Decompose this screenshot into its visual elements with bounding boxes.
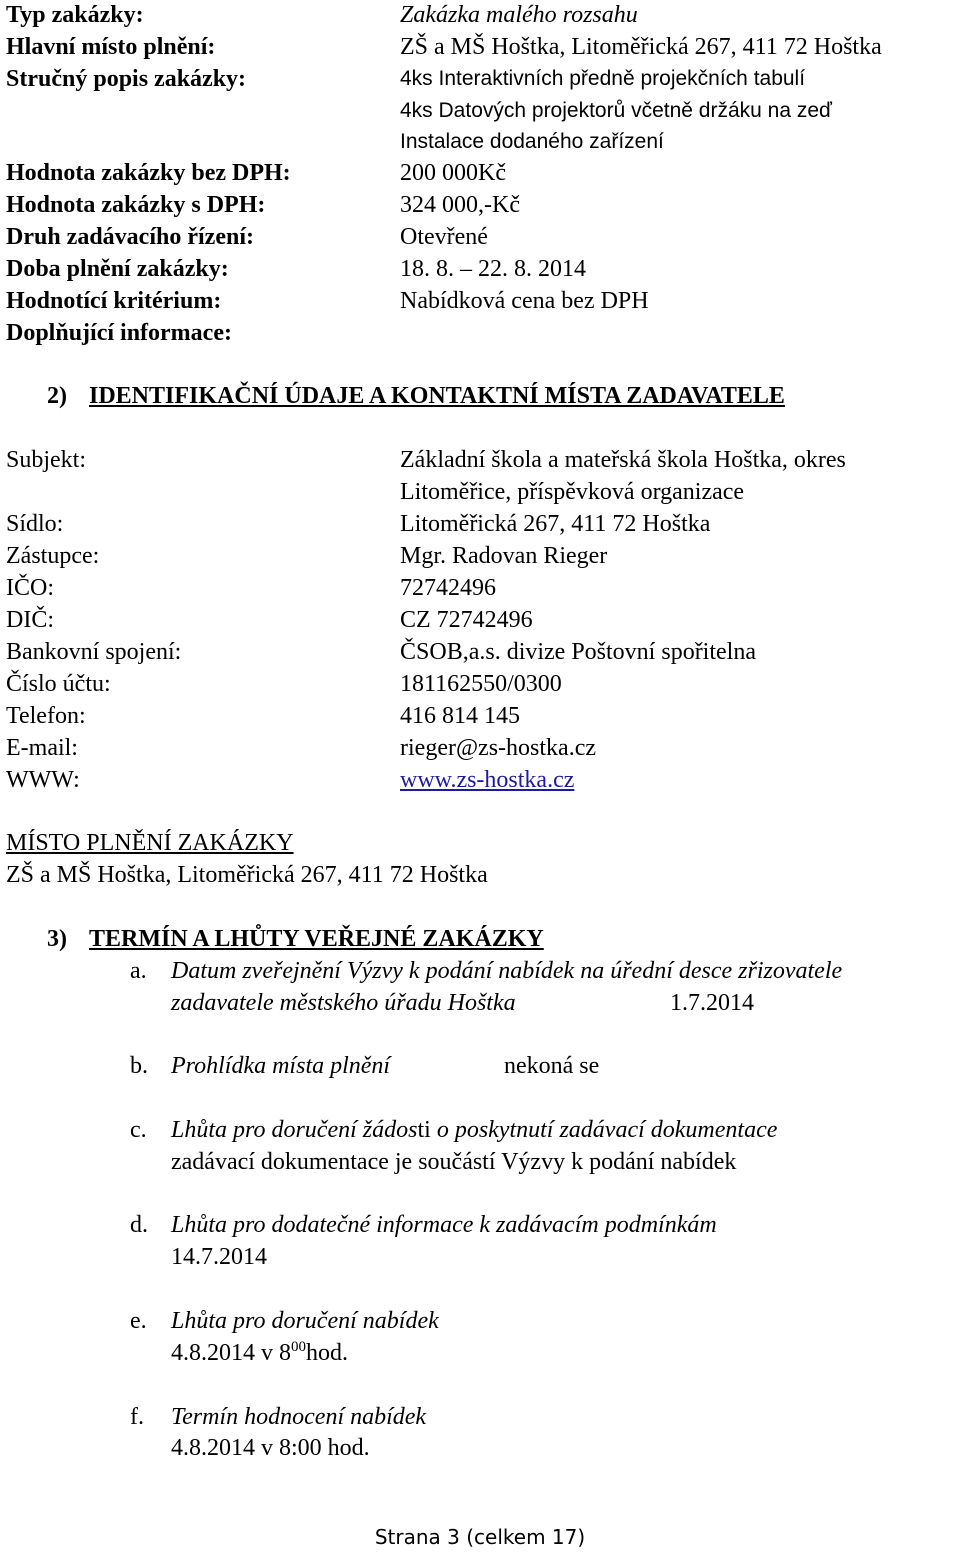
hodnota-bez-dph-value: 200 000Kč: [400, 160, 506, 186]
ico-label: IČO:: [6, 575, 54, 601]
item-c-text-part: o poskytnutí zadávací dokumentace: [430, 1117, 778, 1143]
item-e-value-part: 4.8.2014 v 8: [171, 1340, 291, 1366]
item-c-letter: c.: [130, 1117, 147, 1143]
misto-plneni-value: ZŠ a MŠ Hoštka, Litoměřická 267, 411 72 Hoštka: [6, 862, 488, 888]
telefon-value: 416 814 145: [400, 703, 520, 729]
www-link[interactable]: www.zs-hostka.cz: [400, 767, 575, 793]
item-e-letter: e.: [130, 1308, 147, 1334]
ico-value: 72742496: [400, 575, 496, 601]
item-c-line2: zadávací dokumentace je součástí Výzvy k podání nabídek: [171, 1149, 737, 1175]
doba-plneni-value: 18. 8. – 22. 8. 2014: [400, 256, 586, 282]
item-c-text: [171, 1115, 777, 1145]
zastupce-value: Mgr. Radovan Rieger: [400, 543, 608, 569]
item-e-value: [171, 1338, 348, 1368]
item-d-text: Lhůta pro dodatečné informace k zadávacím podmínkám: [171, 1212, 717, 1238]
cislo-uctu-value: 181162550/0300: [400, 671, 562, 697]
section2-number: 2): [47, 383, 67, 409]
doba-plneni-label: Doba plnění zakázky:: [6, 256, 229, 282]
item-e-text: Lhůta pro doručení nabídek: [171, 1308, 439, 1334]
item-e-value-part: hod.: [306, 1340, 348, 1366]
item-a-text: Datum zveřejnění Výzvy k podání nabídek na úřední desce zřizovatele: [171, 958, 843, 984]
item-f-letter: f.: [130, 1404, 144, 1430]
item-c-text-part: Lhůta pro doručení žádos: [171, 1117, 418, 1143]
hodnota-s-dph-label: Hodnota zakázky s DPH:: [6, 192, 266, 218]
hlavni-misto-label: Hlavní místo plnění:: [6, 34, 216, 60]
druh-rizeni-label: Druh zadávacího řízení:: [6, 224, 254, 250]
item-d-value: 14.7.2014: [171, 1244, 267, 1270]
telefon-label: Telefon:: [6, 703, 86, 729]
subjekt-label: Subjekt:: [6, 447, 87, 473]
item-f-text: Termín hodnocení nabídek: [171, 1404, 427, 1430]
subjekt-value-line: Litoměřice, příspěvková organizace: [400, 479, 745, 505]
item-b-text: Prohlídka místa plnění: [171, 1053, 391, 1079]
section2-heading: IDENTIFIKAČNÍ ÚDAJE A KONTAKTNÍ MÍSTA ZADAVATELE: [89, 383, 785, 409]
zastupce-label: Zástupce:: [6, 543, 100, 569]
item-a-value: 1.7.2014: [670, 990, 754, 1016]
item-d-letter: d.: [130, 1212, 148, 1238]
bankovni-spojeni-label: Bankovní spojení:: [6, 639, 182, 665]
hodnota-bez-dph-label: Hodnota zakázky bez DPH:: [6, 160, 291, 186]
item-b-value: nekoná se: [504, 1053, 600, 1079]
sidlo-value: Litoměřická 267, 411 72 Hoštka: [400, 511, 711, 537]
item-b-letter: b.: [130, 1053, 148, 1079]
bankovni-spojeni-value: ČSOB,a.s. divize Poštovní spořitelna: [400, 639, 756, 665]
misto-plneni-heading: MÍSTO PLNĚNÍ ZAKÁZKY: [6, 830, 294, 856]
strucny-popis-line: 4ks Datových projektorů včetně držáku na zeď: [400, 99, 832, 122]
doplnujici-informace-label: Doplňující informace:: [6, 320, 232, 346]
section3-number: 3): [47, 926, 67, 952]
dic-label: DIČ:: [6, 607, 54, 633]
item-e-value-superscript: 00: [291, 1339, 306, 1355]
item-a-letter: a.: [130, 958, 147, 984]
hlavni-misto-value: ZŠ a MŠ Hoštka, Litoměřická 267, 411 72 Hoštka: [400, 34, 882, 60]
typ-zakazky-value: Zakázka malého rozsahu: [400, 2, 638, 28]
hodnotici-kriterium-value: Nabídková cena bez DPH: [400, 288, 649, 314]
subjekt-value-line: Základní škola a mateřská škola Hoštka, okres: [400, 447, 846, 473]
cislo-uctu-label: Číslo účtu:: [6, 671, 111, 697]
item-f-value: 4.8.2014 v 8:00 hod.: [171, 1435, 370, 1461]
email-label: E-mail:: [6, 735, 78, 761]
strucny-popis-line: 4ks Interaktivních předně projekčních tabulí: [400, 67, 806, 90]
druh-rizeni-value: Otevřené: [400, 224, 488, 250]
sidlo-label: Sídlo:: [6, 511, 64, 537]
www-label: WWW:: [6, 767, 80, 793]
strucny-popis-label: Stručný popis zakázky:: [6, 66, 247, 92]
section3-heading: TERMÍN A LHŮTY VEŘEJNÉ ZAKÁZKY: [89, 926, 544, 952]
typ-zakazky-label: Typ zakázky:: [6, 2, 144, 28]
page-number-footer: Strana 3 (celkem 17): [374, 1525, 586, 1549]
email-value: rieger@zs-hostka.cz: [400, 735, 597, 761]
hodnotici-kriterium-label: Hodnotící kritérium:: [6, 288, 222, 314]
hodnota-s-dph-value: 324 000,-Kč: [400, 192, 520, 218]
item-a-text-line2: zadavatele městského úřadu Hoštka: [171, 990, 516, 1016]
dic-value: CZ 72742496: [400, 607, 533, 633]
strucny-popis-line: Instalace dodaného zařízení: [400, 130, 664, 153]
item-c-text-part: ti: [417, 1117, 431, 1143]
